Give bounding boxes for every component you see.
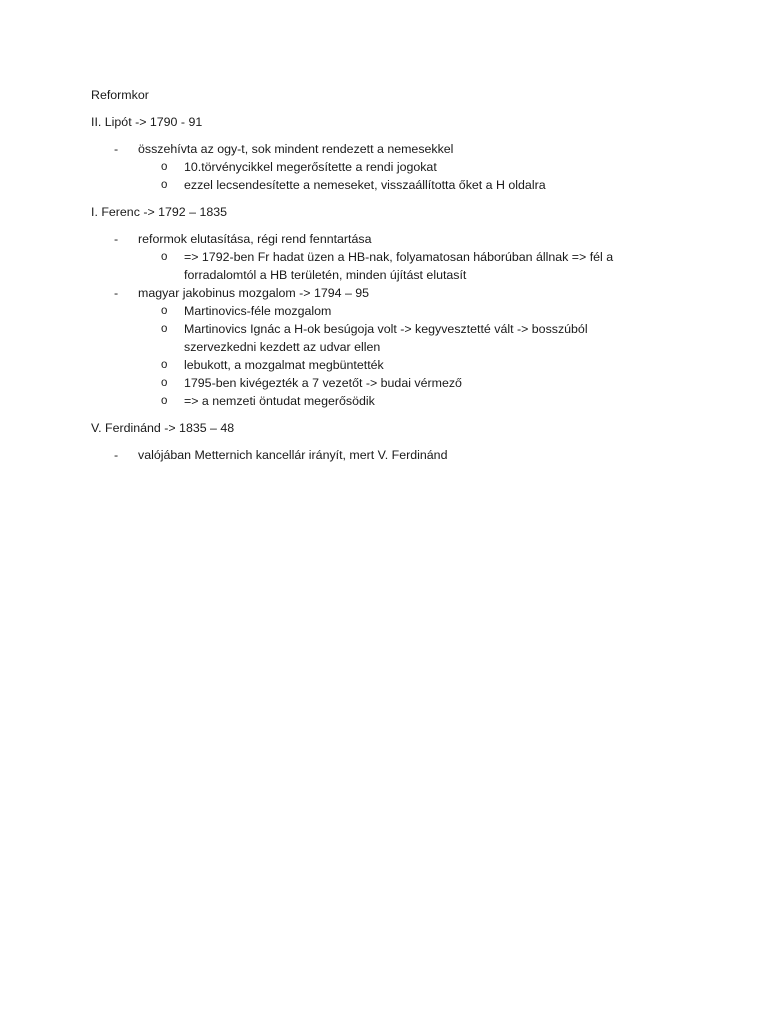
bullet-list	[91, 446, 651, 464]
list-item-text: reformok elutasítása, régi rend fenntartása	[138, 232, 372, 246]
sub-list-item	[138, 374, 634, 392]
sub-list-item-text: Martinovics Ignác a H-ok besúgoja volt -> kegyvesztetté vált -> bosszúból szervezkedni kezdett az udvar ellen	[184, 322, 588, 354]
list-item	[91, 230, 651, 284]
dash-bullet: -	[114, 448, 119, 462]
list-item-text: valójában Metternich kancellár irányít, mert V. Ferdinánd	[138, 448, 448, 462]
sub-list-item	[138, 392, 634, 410]
sub-list-item-text: 1795-ben kivégezték a 7 vezetőt -> budai vérmező	[184, 376, 462, 390]
dash-bullet: -	[114, 232, 119, 246]
dash-bullet: -	[114, 142, 119, 156]
bullet-list	[91, 140, 651, 194]
sub-list-item-text: lebukott, a mozgalmat megbüntették	[184, 358, 384, 372]
sub-list-item	[138, 320, 634, 356]
circle-bullet: o	[161, 359, 168, 371]
circle-bullet: o	[161, 323, 168, 335]
circle-bullet: o	[161, 305, 168, 317]
list-item-text: magyar jakobinus mozgalom -> 1794 – 95	[138, 286, 370, 300]
sub-list-item	[138, 158, 634, 176]
sub-list-item-text: ezzel lecsendesítette a nemeseket, visszaállította őket a H oldalra	[184, 178, 546, 192]
circle-bullet: o	[161, 377, 168, 389]
list-item-text: összehívta az ogy-t, sok mindent rendezett a nemesekkel	[138, 142, 454, 156]
sub-list	[138, 248, 651, 284]
sub-list	[138, 158, 651, 194]
list-item	[91, 284, 651, 410]
section-heading: I. Ferenc -> 1792 – 1835	[91, 205, 228, 219]
sub-list-item-text: => 1792-ben Fr hadat üzen a HB-nak, folyamatosan háborúban állnak => fél a forradalomtól a HB területén, minden újítást elutasít	[184, 250, 614, 282]
document-title: Reformkor	[91, 88, 149, 102]
dash-bullet: -	[114, 286, 119, 300]
sub-list-item	[138, 302, 634, 320]
section-heading: II. Lipót -> 1790 - 91	[91, 115, 203, 129]
sub-list	[138, 302, 651, 410]
sub-list-item-text: Martinovics-féle mozgalom	[184, 304, 332, 318]
sub-list-item-text: 10.törvénycikkel megerősítette a rendi jogokat	[184, 160, 437, 174]
sub-list-item	[138, 248, 634, 284]
circle-bullet: o	[161, 161, 168, 173]
circle-bullet: o	[161, 251, 168, 263]
document-body	[91, 86, 651, 464]
sub-list-item	[138, 176, 634, 194]
list-item	[91, 140, 651, 194]
circle-bullet: o	[161, 179, 168, 191]
circle-bullet: o	[161, 395, 168, 407]
list-item	[91, 446, 651, 464]
sub-list-item	[138, 356, 634, 374]
section-heading: V. Ferdinánd -> 1835 – 48	[91, 421, 235, 435]
bullet-list	[91, 230, 651, 410]
sub-list-item-text: => a nemzeti öntudat megerősödik	[184, 394, 375, 408]
